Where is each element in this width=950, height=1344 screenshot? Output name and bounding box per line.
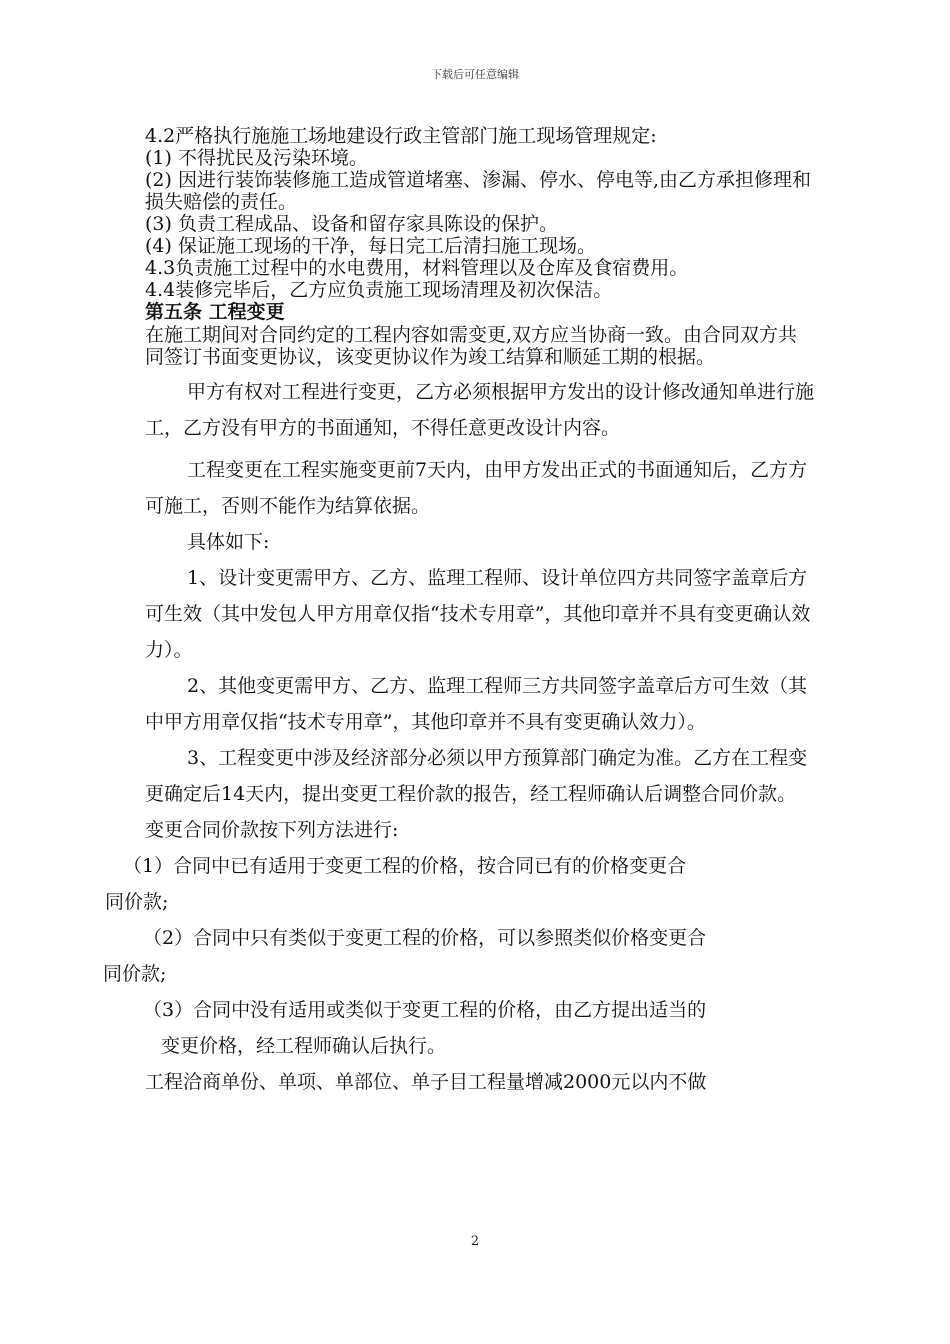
price-method-3-line-1: （3）合同中没有适用或类似于变更工程的价格，由乙方提出适当的: [143, 999, 707, 1021]
page-header: 下载后可任意编辑: [431, 68, 519, 81]
article-5-intro: 在施工期间对合同约定的工程内容如需变更,双方应当协商一致。由合同双方共同签订书面变更协议，该变更协议作为竣工结算和顺延工期的根据。: [145, 324, 798, 368]
clause-4-2: 4.2严格执行施施工场地建设行政主管部门施工现场管理规定:: [145, 125, 657, 147]
price-method-1-line-2: 同价款;: [105, 891, 169, 913]
price-method-3-line-2: 变更价格，经工程师确认后执行。: [161, 1035, 447, 1057]
price-method-1-line-1: （1）合同中已有适用于变更工程的价格，按合同已有的价格变更合: [123, 855, 687, 877]
clause-4-2-sub-3: (3) 负责工程成品、设备和留存家具陈设的保护。: [145, 213, 558, 235]
price-method-2-line-2: 同价款;: [103, 963, 167, 985]
clause-4-2-sub-4: (4) 保证施工现场的干净，每日完工后清扫施工现场。: [145, 235, 596, 257]
price-method-2: [103, 920, 815, 992]
clause-4-4: 4.4装修完毕后，乙方应负责施工现场清理及初次保洁。: [145, 279, 613, 301]
document-body: [103, 125, 815, 1100]
paragraph-change-notice: 工程变更在工程实施变更前7天内，由甲方发出正式的书面通知后，乙方方可施工，否则不能作为结算依据。: [145, 459, 808, 517]
paragraph-economic-change: 3、工程变更中涉及经济部分必须以甲方预算部门确定为准。乙方在工程变更确定后14天内，提出变更工程价款的报告，经工程师确认后调整合同价款。变更合同价款按下列方法进行:: [145, 747, 808, 841]
clause-4-2-sub-1: (1) 不得扰民及污染环境。: [145, 147, 368, 169]
price-method-2-line-1: （2）合同中只有类似于变更工程的价格，可以参照类似价格变更合: [143, 927, 707, 949]
paragraph-other-change: 2、其他变更需甲方、乙方、监理工程师三方共同签字盖章后方可生效（其中甲方用章仅指“技术专用章”，其他印章并不具有变更确认效力）。: [145, 675, 808, 733]
clause-4-3: 4.3负责施工过程中的水电费用，材料管理以及仓库及食宿费用。: [145, 257, 689, 279]
clause-4-2-sub-2: (2) 因进行装饰装修施工造成管道堵塞、渗漏、停水、停电等,由乙方承担修理和损失赔偿的责任。: [145, 169, 811, 213]
final-line: 工程洽商单份、单项、单部位、单子目工程量增减2000元以内不做: [145, 1071, 707, 1093]
page-number: 2: [470, 1234, 480, 1249]
price-method-1: [105, 848, 815, 920]
paragraph-change-right: 甲方有权对工程进行变更，乙方必须根据甲方发出的设计修改通知单进行施工，乙方没有甲方的书面通知，不得任意更改设计内容。: [145, 381, 815, 439]
price-method-3: [143, 992, 815, 1064]
paragraph-details: 具体如下:: [187, 531, 270, 553]
article-5-title: 第五条 工程变更: [145, 301, 285, 323]
paragraph-design-change: 1、设计变更需甲方、乙方、监理工程师、设计单位四方共同签字盖章后方可生效（其中发包人甲方用章仅指“技术专用章”，其他印章并不具有变更确认效力）。: [145, 567, 811, 661]
